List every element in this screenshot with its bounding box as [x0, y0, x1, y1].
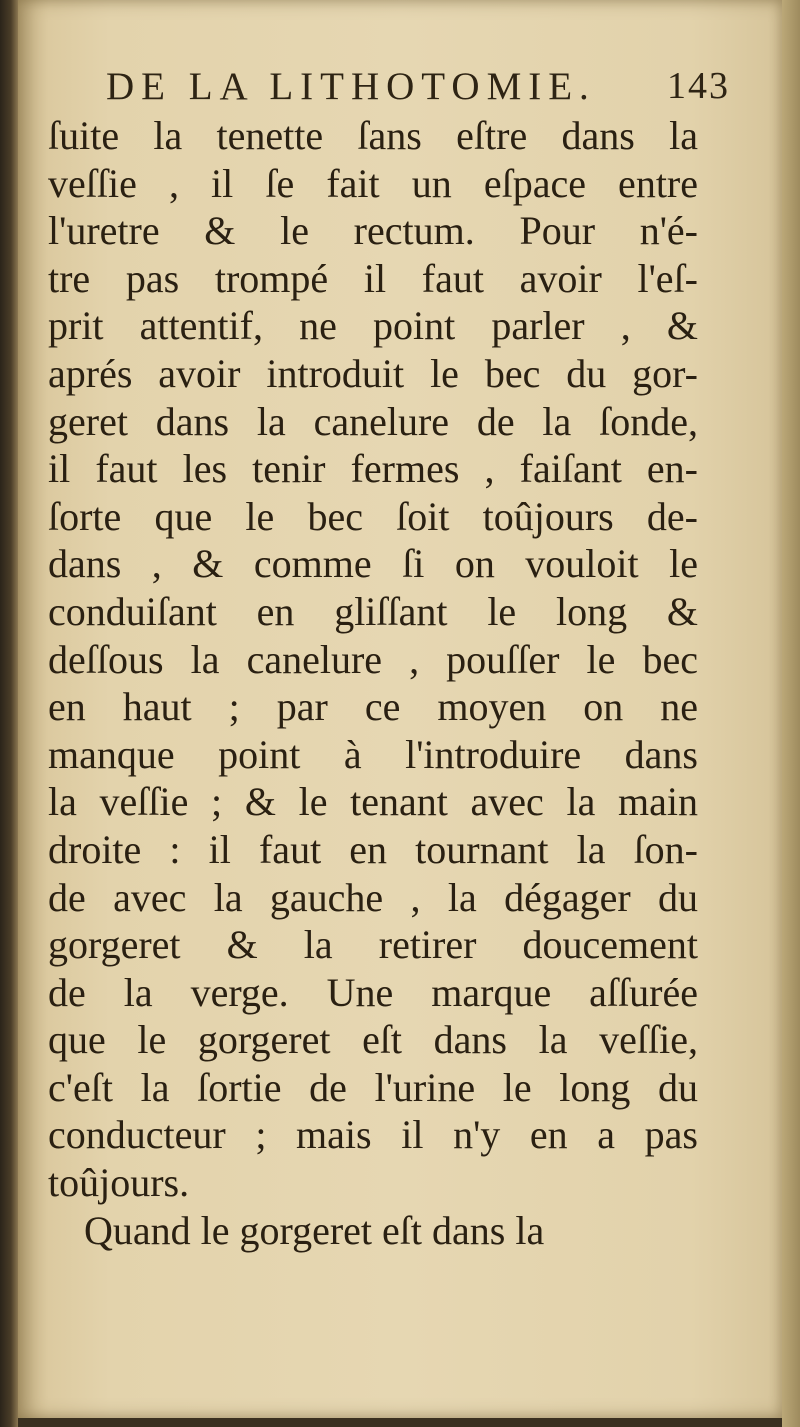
text-line: de avec la gauche , la dégager du — [48, 874, 698, 920]
running-head-title: DE LA LITHOTOMIE. — [106, 65, 596, 108]
paragraph-start-line: Quand le gorgeret eſt dans la — [84, 1207, 545, 1253]
text-line: que le gorgeret eſt dans la veſſie, — [48, 1017, 698, 1063]
text-line: c'eſt la ſortie de l'urine le long du — [48, 1064, 698, 1110]
text-line: deſſous la canelure , pouſſer le bec — [48, 636, 698, 682]
text-line: geret dans la canelure de la ſonde, — [48, 398, 698, 444]
text-line: ſorte que le bec ſoit toûjours de- — [48, 493, 698, 539]
text-line: conduiſant en gliſſant le long & — [48, 588, 698, 634]
text-line: toûjours. — [48, 1160, 190, 1206]
text-line: gorgeret & la retirer doucement — [48, 922, 698, 968]
text-line: manque point à l'introduire dans — [48, 731, 698, 777]
text-line: de la verge. Une marque aſſurée — [48, 969, 698, 1015]
text-line: l'uretre & le rectum. Pour n'é- — [48, 208, 698, 254]
text-line: la veſſie ; & le tenant avec la main — [48, 779, 698, 825]
book-page — [18, 0, 782, 1418]
body-text — [48, 112, 698, 1254]
page-number: 143 — [667, 65, 730, 107]
book-spine-shadow — [0, 0, 18, 1427]
text-line: en haut ; par ce moyen on ne — [48, 684, 698, 730]
text-line: il faut les tenir fermes , faiſant en- — [48, 446, 698, 492]
page-edge — [782, 0, 800, 1427]
text-line: ſuite la tenette ſans eſtre dans la — [48, 113, 698, 158]
text-line: droite : il faut en tournant la ſon- — [48, 826, 698, 872]
text-line: veſſie , il ſe fait un eſpace entre — [48, 160, 698, 206]
text-line: tre pas trompé il faut avoir l'eſ- — [48, 255, 698, 301]
running-head — [90, 64, 730, 114]
text-line: dans , & comme ſi on vouloit le — [48, 541, 698, 587]
text-line: aprés avoir introduit le bec du gor- — [48, 350, 698, 396]
text-line: conducteur ; mais il n'y en a pas — [48, 1112, 698, 1158]
text-line: prit attentif, ne point parler , & — [48, 303, 698, 349]
